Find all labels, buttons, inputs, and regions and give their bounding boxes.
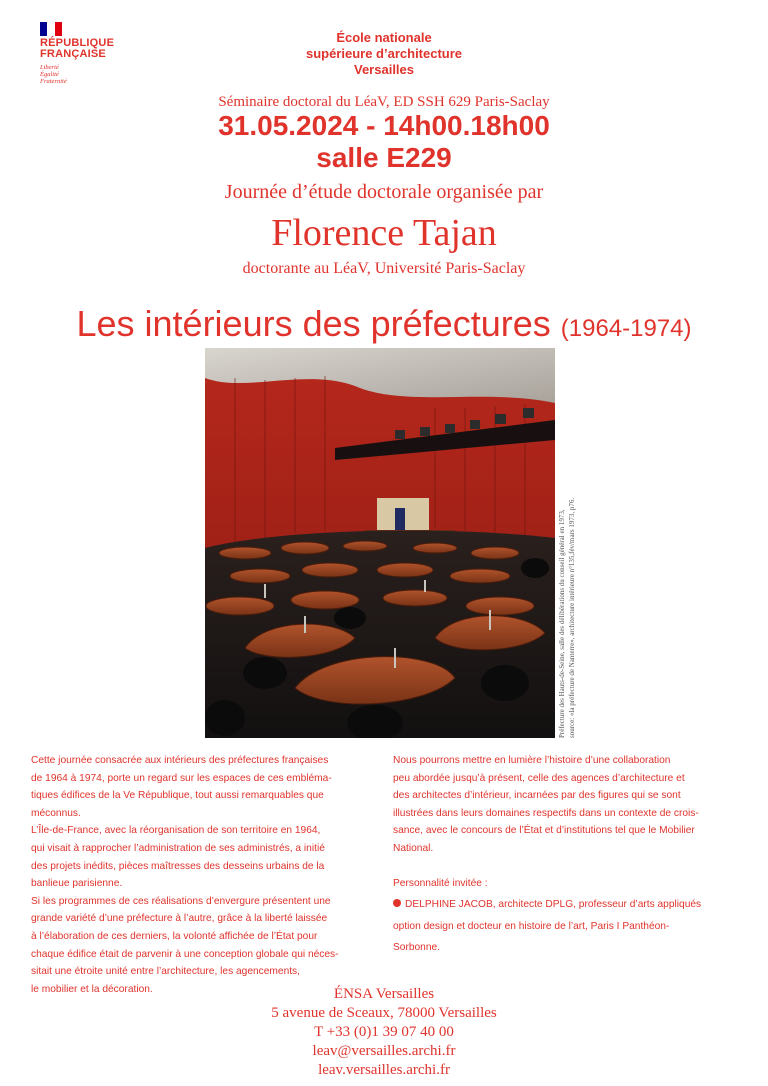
logo-motto: Liberté Égalité Fraternité bbox=[40, 64, 67, 85]
body-right-column: Nous pourrons mettre en lumière l’histoire d’une collaboration peu abordée jusqu’à présent, celle des agences d’architecture et des architectes d’intérieur, incarnées par des figures qui se sont illustrées dans leurs domaines respectifs dans un contexte de crois- sance, avec le concours de l’État et d’institutions tel que le Mobilier National. Personnalité invitée : DELPHINE JACOB, architecte DPLG, professeur d’arts appliqués option design et docteur en histoire de l’art, Paris I Panthéon- Sorbonne. bbox=[393, 752, 748, 957]
guest-line-2: option design et docteur en histoire de l’art, Paris I Panthéon- bbox=[393, 920, 670, 932]
footer-institution: ÉNSA Versailles bbox=[333, 986, 435, 1002]
organizer-name: Florence Tajan bbox=[271, 212, 497, 254]
guest-line-1: DELPHINE JACOB, architecte DPLG, professeur d’arts appliqués bbox=[405, 899, 702, 911]
bullet-icon bbox=[393, 899, 401, 907]
seminar-line: Séminaire doctoral du LéaV, ED SSH 629 Paris-Saclay bbox=[218, 94, 550, 110]
guest-line-3: Sorbonne. bbox=[393, 942, 441, 954]
event-room: salle E229 bbox=[316, 142, 452, 173]
footer-website[interactable]: leav.versailles.archi.fr bbox=[318, 1062, 450, 1078]
event-date: 31.05.2024 - 14h00.18h00 bbox=[218, 110, 550, 141]
logo-republique: RÉPUBLIQUE bbox=[40, 37, 115, 49]
footer-contact bbox=[0, 985, 768, 1080]
title-years: (1964-1974) bbox=[560, 315, 692, 342]
footer-email[interactable]: leav@versailles.archi.fr bbox=[312, 1043, 456, 1059]
footer-address: 5 avenue de Sceaux, 78000 Versailles bbox=[271, 1005, 497, 1021]
footer-phone: T +33 (0)1 39 07 40 00 bbox=[314, 1024, 454, 1040]
guest-heading: Personnalité invitée : bbox=[393, 877, 488, 889]
organizer-affiliation: doctorante au LéaV, Université Paris-Saclay bbox=[242, 260, 526, 277]
journee-line: Journée d’étude doctorale organisée par bbox=[224, 181, 544, 203]
event-title bbox=[20, 302, 748, 351]
prefecture-hall-photo bbox=[205, 348, 555, 738]
body-left-column: Cette journée consacrée aux intérieurs des préfectures françaises de 1964 à 1974, porte un regard sur les espaces de ces emblémа- tiques édifices de la Ve République, tout aussi remarquables que méconnus. L’Île-de-France, avec la réorganisation de son territoire en 1964, qui visait à rapprocher l’administration de ses administrés, a initié des projets inédits, pièces maîtresses des desseins urbains de la banlieue parisienne. Si les programmes de ces réalisations d’envergure présentent une grande variété d’une préfecture à l’autre, grâce à la liberté laissée à l’élaboration de ces derniers, la volonté affichée de l’État pour chaque édifice était de parvenir à une conception globale qui néces- sitait une étroite unité entre l’architecture, les agencements, le mobilier et la décoration. bbox=[31, 755, 339, 995]
school-name: École nationale supérieure d’architecture Versailles bbox=[305, 30, 463, 77]
title-main: Les intérieurs des préfectures bbox=[76, 303, 551, 344]
photo-caption: Préfecture des Hauts-de-Seine, salle des délibérations du conseil général en 1973, source: «la préfecture de Nanterre», architecture intérieure n°135,fév/mars 1973, p76. bbox=[558, 497, 576, 738]
logo-francaise: FRANÇAISE bbox=[40, 48, 106, 60]
